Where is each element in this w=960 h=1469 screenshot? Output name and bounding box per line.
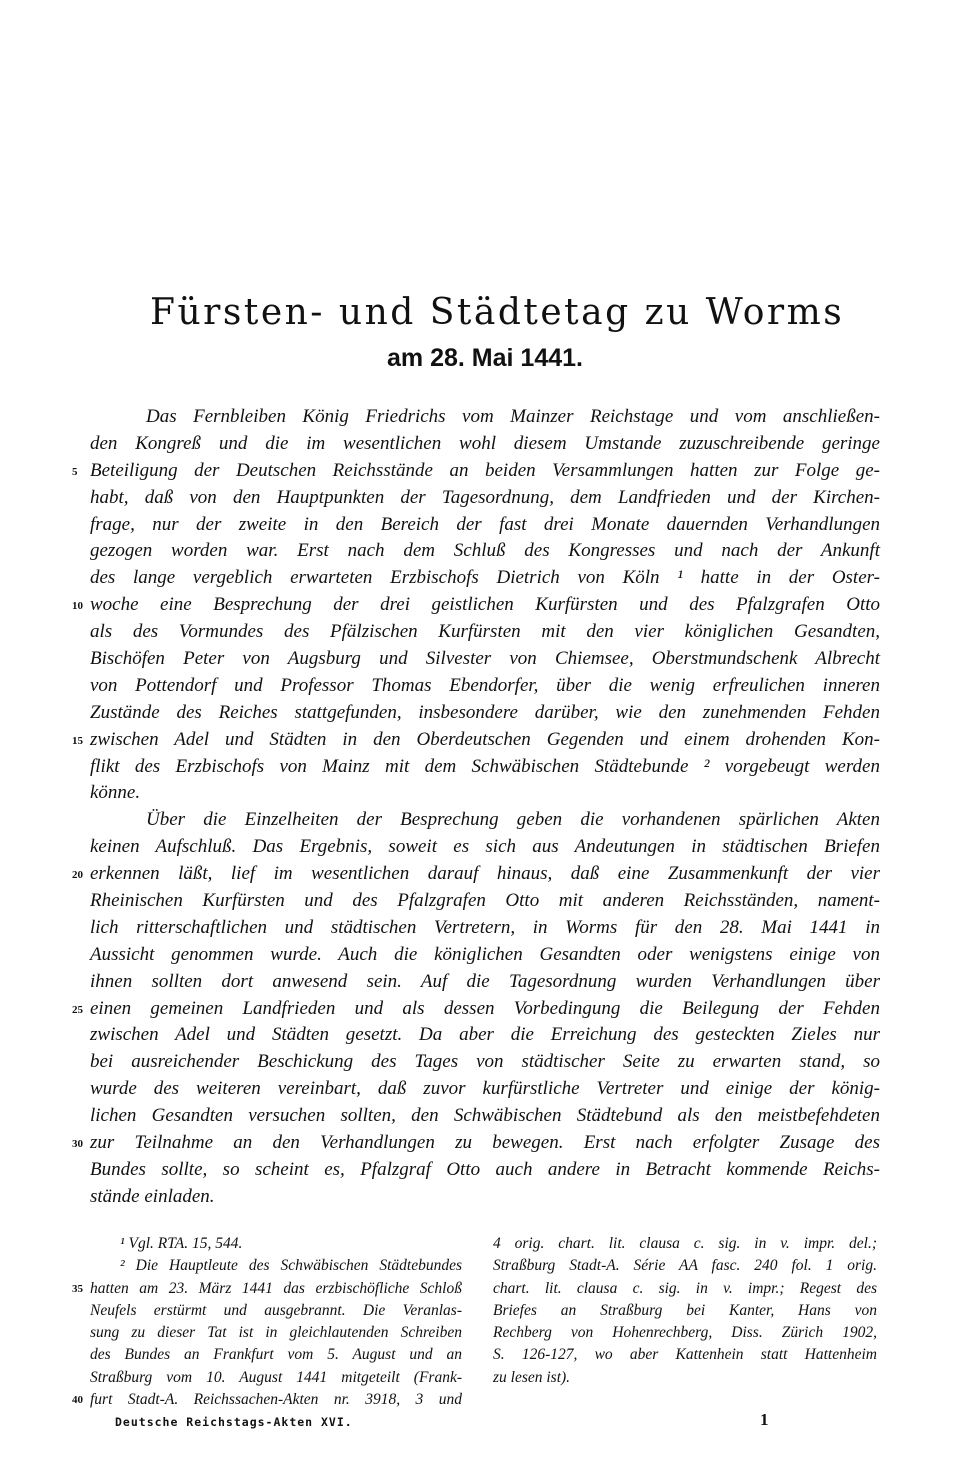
footnote-line — [90, 1300, 462, 1322]
body-text: frage, nur der zweite in den Bereich der fast drei Monate dauernden Verhandlungen — [90, 513, 880, 535]
footnote-line — [90, 1255, 462, 1277]
footnote-text: Straßburg vom 10. August 1441 mitgeteilt (Frank- — [90, 1368, 462, 1386]
footnote-line — [72, 1389, 462, 1411]
footer-series-title: Deutsche Reichstags-Akten XVI. — [115, 1415, 353, 1429]
main-text — [72, 404, 880, 1211]
body-line — [90, 700, 880, 727]
body-line — [72, 861, 880, 888]
footnote-line — [493, 1367, 877, 1389]
body-line — [90, 1076, 880, 1103]
body-text: lichen Gesandten versuchen sollten, den Schwäbischen Städtebund als den meistbefehdeten — [90, 1105, 880, 1127]
footnote-text: Briefes an Straßburg bei Kanter, Hans von — [493, 1301, 877, 1319]
page-subtitle: am 28. Mai 1441. — [387, 344, 583, 372]
body-text: als des Vormundes des Pfälzischen Kurfürsten mit den vier königlichen Gesandten, — [90, 621, 880, 643]
page-title: Fürsten- und Städtetag zu Worms — [150, 292, 845, 333]
footnote-line — [90, 1233, 462, 1255]
footnote-text: des Bundes an Frankfurt vom 5. August und an — [90, 1346, 462, 1364]
footnote-text: furt Stadt-A. Reichssachen-Akten nr. 3918, 3 und — [90, 1391, 462, 1409]
body-text: zur Teilnahme an den Verhandlungen zu bewegen. Erst nach erfolgter Zusage des — [90, 1132, 880, 1154]
body-text: wurde des weiteren vereinbart, daß zuvor kurfürstliche Vertreter und einige der könig- — [90, 1078, 880, 1100]
page-number: 1 — [760, 1410, 769, 1429]
body-line — [90, 754, 880, 781]
body-line — [72, 727, 880, 754]
footnote-text: S. 126-127, wo aber Kattenhein statt Hattenheim — [493, 1346, 877, 1364]
body-line — [90, 1103, 880, 1130]
footnote-text: ¹ Vgl. RTA. 15, 544. — [120, 1235, 243, 1252]
body-line — [90, 619, 880, 646]
body-text: Bundes sollte, so scheint es, Pfalzgraf Otto auch andere in Betracht kommende Reichs- — [90, 1158, 880, 1180]
body-line — [90, 888, 880, 915]
footnote-line — [493, 1344, 877, 1366]
body-text: bei ausreichender Beschickung des Tages von städtischer Seite zu erwarten stand, so — [90, 1051, 880, 1073]
body-text: Über die Einzelheiten der Besprechung geben die vorhandenen spärlichen Akten — [146, 809, 880, 831]
body-line — [90, 1022, 880, 1049]
body-line — [90, 1184, 880, 1211]
body-line — [72, 1130, 880, 1157]
body-line — [90, 969, 880, 996]
body-text: lich ritterschaftlichen und städtischen Vertretern, in Worms für den 28. Mai 1441 in — [90, 916, 880, 938]
footnote-text: chart. lit. clausa c. sig. in v. impr.; Regest des — [493, 1279, 877, 1297]
body-line — [72, 996, 880, 1023]
body-text: keinen Aufschluß. Das Ergebnis, soweit es sich aus Andeutungen in städtischen Briefen — [90, 836, 880, 858]
body-line — [90, 942, 880, 969]
footnote-text: sung zu dieser Tat ist in gleichlautenden Schreiben — [90, 1324, 462, 1342]
body-line — [90, 646, 880, 673]
footnote-line — [493, 1233, 877, 1255]
body-text: des lange vergeblich erwarteten Erzbischofs Dietrich von Köln ¹ hatte in der Oster- — [90, 567, 880, 589]
body-line — [90, 485, 880, 512]
body-text: gezogen worden war. Erst nach dem Schluß des Kongresses und nach der Ankunft — [90, 540, 880, 562]
body-line — [90, 915, 880, 942]
body-line — [90, 673, 880, 700]
line-number: 15 — [72, 734, 83, 747]
body-text: erkennen läßt, lief im wesentlichen darauf hinaus, daß eine Zusammenkunft der vier — [90, 863, 880, 885]
line-number: 20 — [72, 869, 83, 882]
footnote-line — [493, 1255, 877, 1277]
body-text: den Kongreß und die im wesentlichen wohl diesem Umstande zuzuschreibende geringe — [90, 432, 880, 454]
body-text: flikt des Erzbischofs von Mainz mit dem Schwäbischen Städtebunde ² vorgebeugt werden — [90, 755, 880, 777]
body-text: Bischöfen Peter von Augsburg und Silvester von Chiemsee, Oberstmundschenk Albrecht — [90, 648, 880, 670]
body-text: Das Fernbleiben König Friedrichs vom Mainzer Reichstage und vom anschließen- — [146, 406, 880, 427]
body-text: zwischen Adel und Städten gesetzt. Da aber die Erreichung des gesteckten Zieles nur — [90, 1024, 880, 1046]
footnote-text: Straßburg Stadt-A. Série AA fasc. 240 fol. 1 orig. — [493, 1257, 877, 1275]
body-text: Aussicht genommen wurde. Auch die königlichen Gesandten oder wenigstens einige von — [90, 943, 880, 965]
line-number: 35 — [72, 1282, 83, 1295]
footnotes-right-column — [493, 1233, 877, 1389]
footnote-line — [90, 1344, 462, 1366]
body-text: woche eine Besprechung der drei geistlichen Kurfürsten und des Pfalzgrafen Otto — [90, 594, 880, 616]
body-line — [90, 780, 880, 807]
body-line — [90, 431, 880, 458]
body-text: zwischen Adel und Städten in den Oberdeutschen Gegenden und einem drohenden Kon- — [90, 728, 880, 750]
body-text: stände einladen. — [90, 1185, 215, 1207]
line-number: 5 — [72, 465, 78, 478]
footnote-line — [90, 1322, 462, 1344]
body-text: ihnen sollten dort anwesend sein. Auf die Tagesordnung wurden Verhandlungen über — [90, 970, 880, 992]
line-number: 10 — [72, 600, 83, 613]
line-number: 25 — [72, 1003, 83, 1016]
body-line — [90, 1049, 880, 1076]
footnote-line — [90, 1367, 462, 1389]
footnote-text: Rechberg von Hohenrechberg, Diss. Zürich 1902, — [493, 1324, 877, 1342]
footnotes-left-column — [72, 1233, 462, 1411]
footnote-line — [493, 1300, 877, 1322]
body-line — [72, 592, 880, 619]
body-line — [90, 565, 880, 592]
body-text: einen gemeinen Landfrieden und als dessen Vorbedingung die Beilegung der Fehden — [90, 997, 880, 1019]
body-line — [90, 512, 880, 539]
footnote-text: 4 orig. chart. lit. clausa c. sig. in v. impr. del.; — [493, 1235, 877, 1252]
footnote-text: ² Die Hauptleute des Schwäbischen Städtebundes — [120, 1257, 462, 1275]
body-text: Beteiligung der Deutschen Reichsstände an beiden Versammlungen hatten zur Folge ge- — [90, 459, 880, 481]
body-line — [90, 807, 880, 834]
footnote-text: hatten am 23. März 1441 das erzbischöfliche Schloß — [90, 1279, 462, 1297]
body-line — [90, 404, 880, 431]
footnote-line — [72, 1278, 462, 1300]
body-text: von Pottendorf und Professor Thomas Ebendorfer, über die wenig erfreulichen inneren — [90, 674, 880, 696]
line-number: 30 — [72, 1138, 83, 1151]
body-text: habt, daß von den Hauptpunkten der Tagesordnung, dem Landfrieden und der Kirchen- — [90, 486, 880, 508]
body-line — [90, 1157, 880, 1184]
body-text: Rheinischen Kurfürsten und des Pfalzgrafen Otto mit anderen Reichsständen, nament- — [90, 890, 880, 912]
line-number: 40 — [72, 1394, 83, 1407]
footnote-line — [493, 1322, 877, 1344]
footnote-text: zu lesen ist). — [493, 1368, 571, 1386]
body-line — [90, 834, 880, 861]
footnote-line — [493, 1278, 877, 1300]
body-text: Zustände des Reiches stattgefunden, insbesondere darüber, wie den zunehmenden Fehden — [90, 701, 880, 723]
footnote-text: Neufels erstürmt und ausgebrannt. Die Veranlas- — [90, 1301, 462, 1319]
body-text: könne. — [90, 782, 141, 804]
body-line — [90, 538, 880, 565]
body-line — [72, 458, 880, 485]
